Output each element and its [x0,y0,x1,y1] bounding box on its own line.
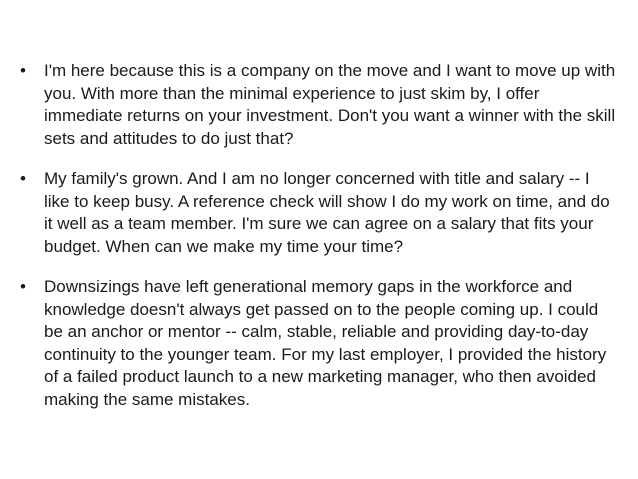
bullet-marker: • [20,61,26,80]
bullet-text: My family's grown. And I am no longer concerned with title and salary -- I like to keep busy. A reference check will show I do my work on time, and do it well as a team member. I'm sure we can agree on a salary that fits your budget. When can we make my time your time? [44,169,610,256]
bullet-text: Downsizings have left generational memory gaps in the workforce and knowledge doesn't always get passed on to the people coming up. I could be an anchor or mentor -- calm, stable, reliable and providing day-to-day continuity to the younger team. For my last employer, I provided the history of a failed product launch to a new marketing manager, who then avoided making the same mistakes. [44,277,607,409]
bullet-marker: • [20,169,26,188]
bullet-list [0,60,638,429]
bullet-marker: • [20,277,26,296]
bullet-text: I'm here because this is a company on the move and I want to move up with you. With more than the minimal experience to just skim by, I offer immediate returns on your investment. Don't you want a winner with the skill sets and attitudes to do just that? [44,61,616,148]
bullet-item [0,276,619,411]
bullet-item [0,60,619,150]
bullet-item [0,168,619,258]
